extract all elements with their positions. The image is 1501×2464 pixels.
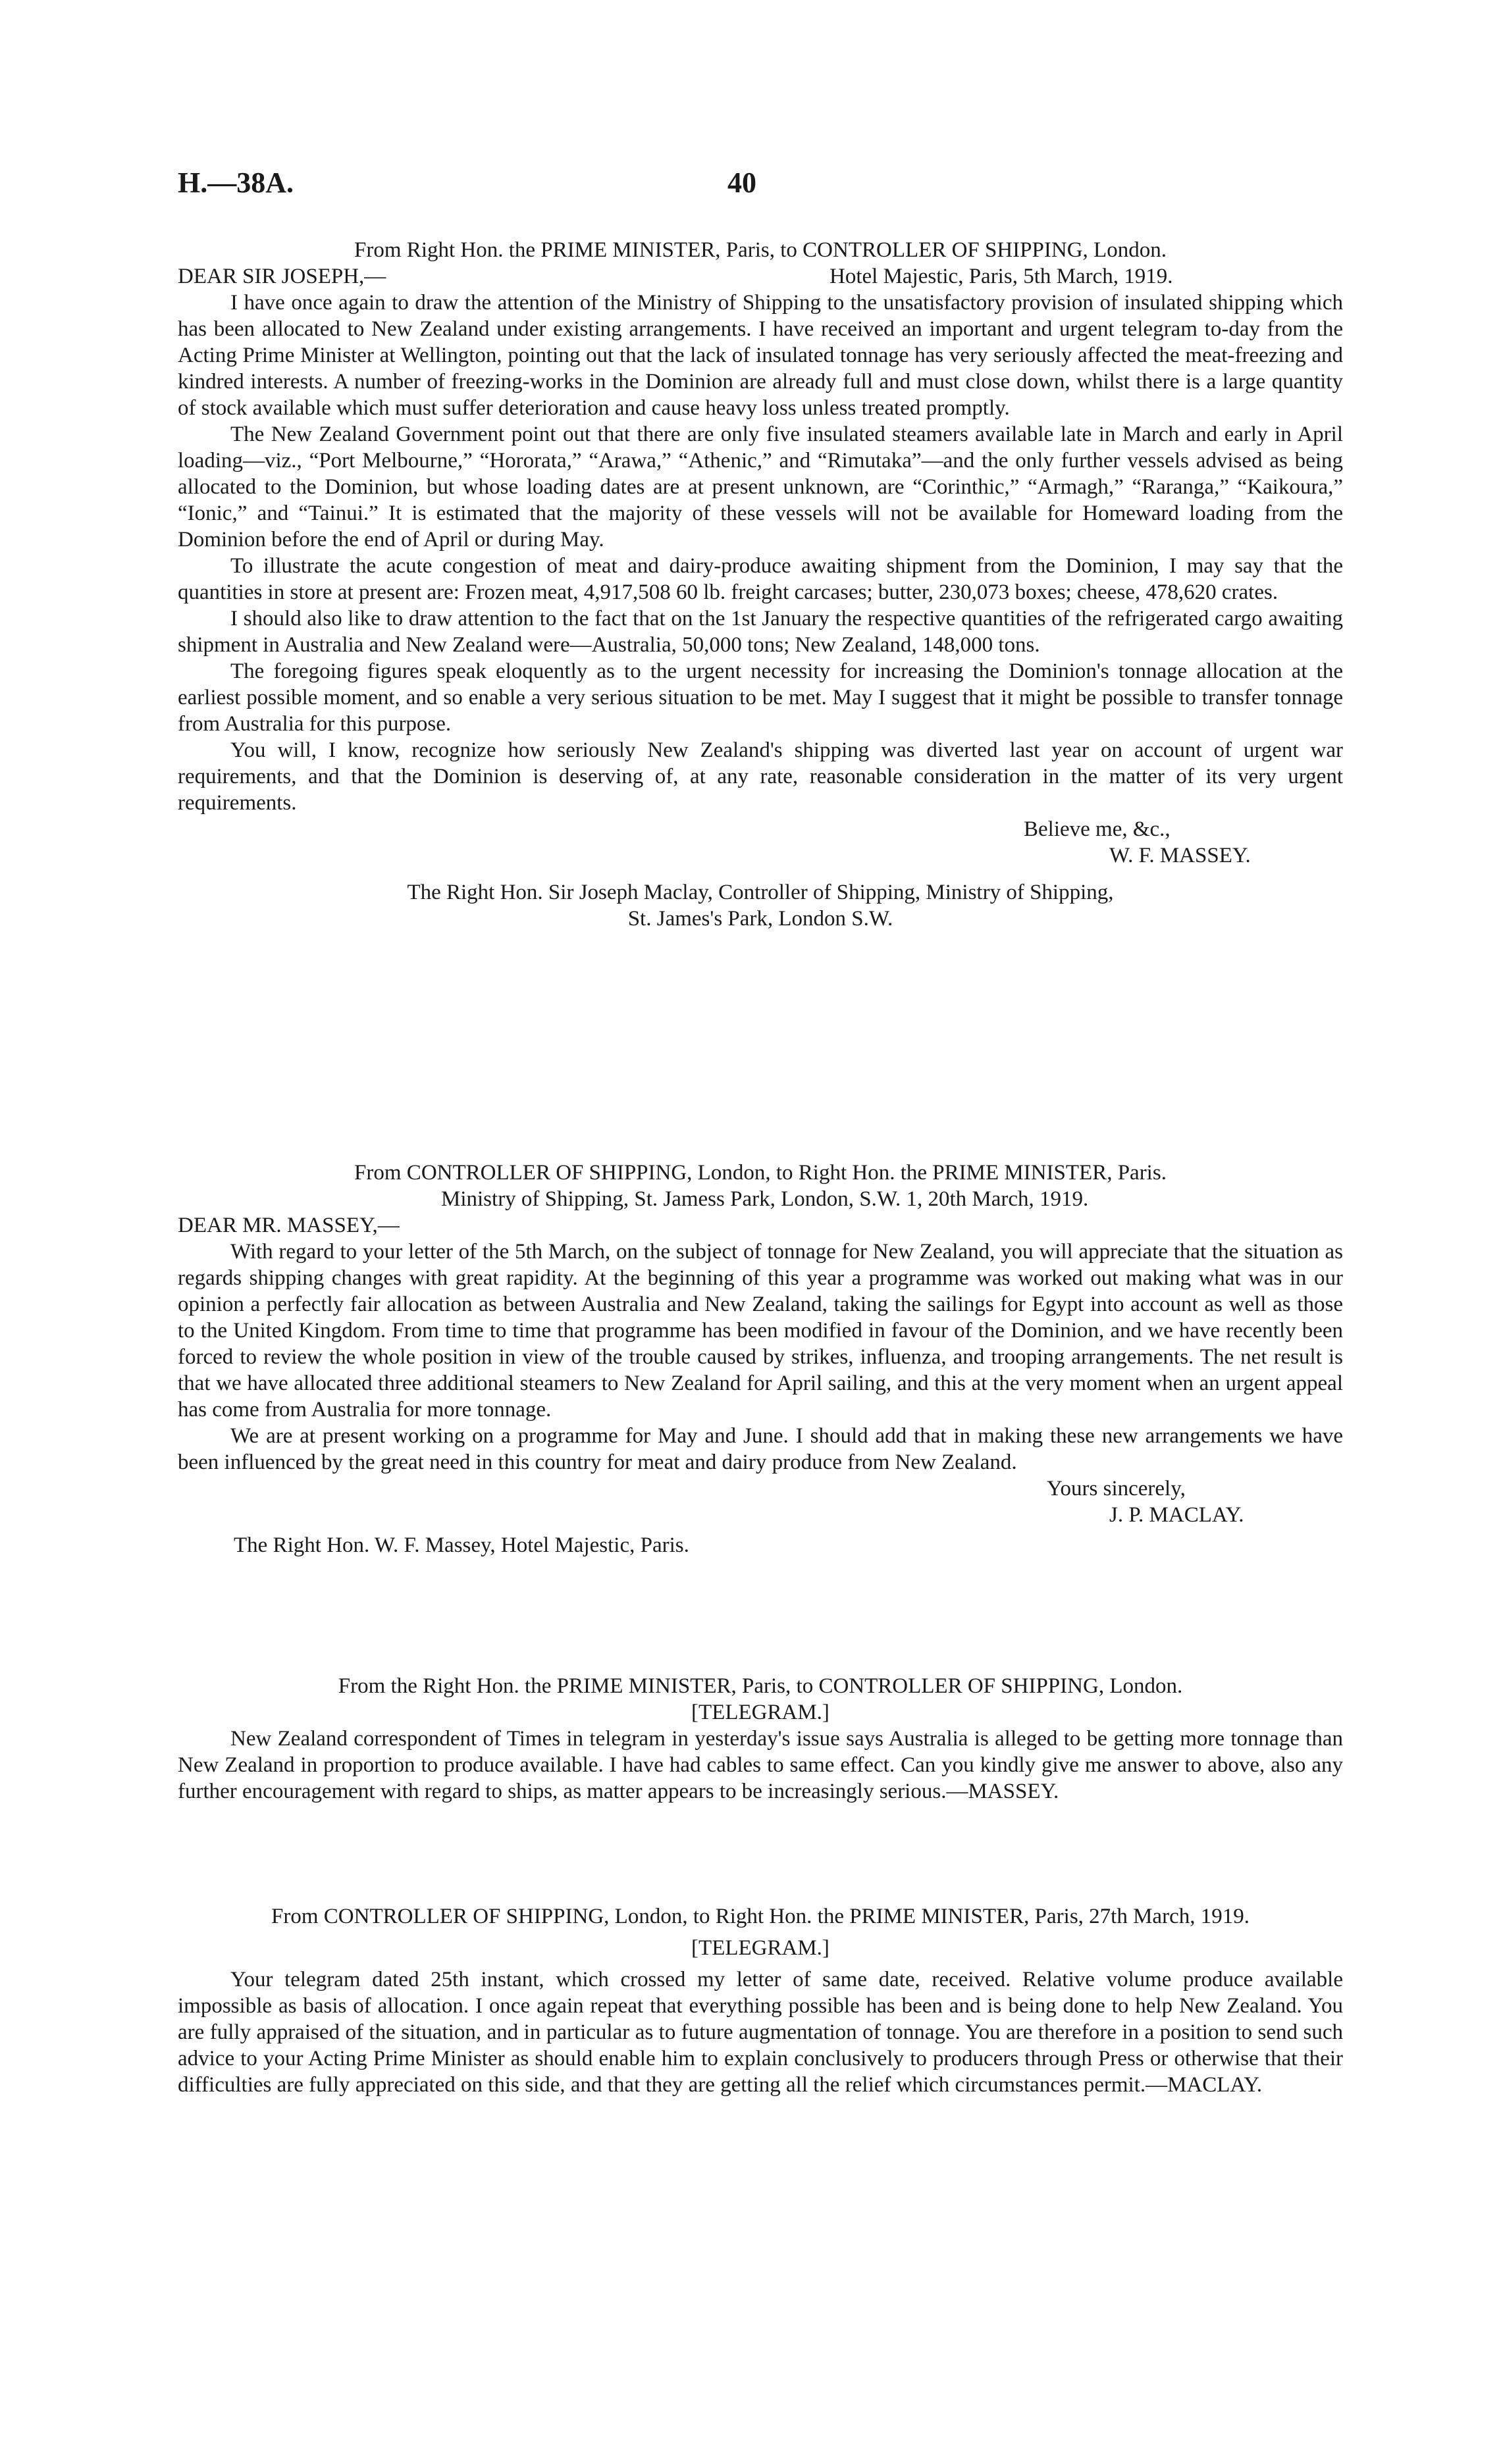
addressee-line: St. James's Park, London S.W. [627,907,893,931]
paragraph: To illustrate the acute congestion of meat and dairy-produce awaiting shipment from the Dominion, I may say that the quantities in store at present are: Frozen meat, 4,917,508 60 lb. freight carcases; butter, 230,073 boxes; cheese, 478,620 crates. [178,554,1343,604]
telegram-massey [178,1673,1343,1805]
document-page [178,0,1343,2464]
letter-heading: From CONTROLLER OF SHIPPING, London, to Right Hon. the PRIME MINISTER, Paris. [354,1161,1167,1185]
paragraph: I have once again to draw the attention of the Ministry of Shipping to the unsatisfactory provision of insulated shipping which has been allocated to New Zealand under existing arrangements. I have received an important and urgent telegram to-day from the Acting Prime Minister at Wellington, pointing out that the lack of insulated tonnage has very seriously affected the meat-freezing and kindred interests. A number of freezing-works in the Dominion are already full and must close down, whilst there is a large quantity of stock available which must suffer deterioration and cause heavy loss unless treated promptly. [178,291,1343,420]
closing: Yours sincerely, [1047,1477,1186,1501]
signature: J. P. MACLAY. [1109,1503,1244,1527]
sender-address: Ministry of Shipping, St. Jamess Park, London, S.W. 1, 20th March, 1919. [441,1187,1089,1211]
telegram-label: [TELEGRAM.] [691,1936,830,1960]
salutation: DEAR SIR JOSEPH,— [178,265,386,288]
sender-address: Hotel Majestic, Paris, 5th March, 1919. [830,265,1173,288]
paragraph: With regard to your letter of the 5th March, on the subject of tonnage for New Zealand, you will appreciate that the situation as regards shipping changes with great rapidity. At the beginning of this year a programme was worked out making what was in our opinion a perfectly fair allocation as between Australia and New Zealand, taking the sailings for Egypt into account as well as those to the United Kingdom. From time to time that programme has been modified in favour of the Dominion, and we have recently been forced to review the whole position in view of the trouble caused by strikes, influenza, and trooping arrangements. The net result is that we have allocated three additional steamers to New Zealand for April sailing, and this at the very moment when an urgent appeal has come from Australia for more tonnage. [178,1240,1343,1422]
telegram-heading: From the Right Hon. the PRIME MINISTER, Paris, to CONTROLLER OF SHIPPING, London. [338,1674,1183,1698]
letter-heading: From Right Hon. the PRIME MINISTER, Paris, to CONTROLLER OF SHIPPING, London. [354,238,1167,262]
telegram-body: Your telegram dated 25th instant, which crossed my letter of same date, received. Relative volume produce available impossible as basis of allocation. I once again repeat that everything possible has been and is being done to help New Zealand. You are fully appraised of the situation, and in particular as to future augmentation of tonnage. You are therefore in a position to send such advice to your Acting Prime Minister as should enable him to explain conclusively to producers through Press or otherwise that their difficulties are fully appreciated on this side, and that they are getting all the relief which circumstances permit.—MACLAY. [178,1968,1343,2097]
page-header [178,166,1343,205]
addressee-line: The Right Hon. Sir Joseph Maclay, Controller of Shipping, Ministry of Shipping, [407,881,1114,904]
telegram-body: New Zealand correspondent of Times in telegram in yesterday's issue says Australia is alleged to be getting more tonnage than New Zealand in proportion to produce available. I have had cables to same effect. Can you kindly give me answer to above, also any further encouragement with regard to ships, as matter appears to be increasingly serious.—MASSEY. [178,1727,1343,1803]
paragraph: I should also like to draw attention to the fact that on the 1st January the respective quantities of the refrigerated cargo awaiting shipment in Australia and New Zealand were—Australia, 50,000 tons; New Zealand, 148,000 tons. [178,607,1343,657]
page-number: 40 [727,167,756,199]
letter-maclay-to-massey [178,1160,1343,1558]
document-reference: H.—38A. [178,167,294,199]
salutation: DEAR MR. MASSEY,— [178,1214,400,1237]
paragraph: You will, I know, recognize how seriously New Zealand's shipping was diverted last year on account of urgent war requirements, and that the Dominion is deserving of, at any rate, reasonable consideration in the matter of its very urgent requirements. [178,738,1343,815]
paragraph: The New Zealand Government point out that there are only five insulated steamers available late in March and early in April loading—viz., “Port Melbourne,” “Hororata,” “Arawa,” “Athenic,” and “Rimutaka”—and the only further vessels advised as being allocated to the Dominion, but whose loading dates are at present unknown, are “Corinthic,” “Armagh,” “Raranga,” “Kaikoura,” “Ionic,” and “Tainui.” It is estimated that the majority of these vessels will not be available for Homeward loading from the Dominion before the end of April or during May. [178,423,1343,552]
telegram-maclay [178,1903,1343,2098]
paragraph: We are at present working on a programme for May and June. I should add that in making these new arrangements we have been influenced by the great need in this country for meat and dairy produce from New Zealand. [178,1424,1343,1474]
addressee-line: The Right Hon. W. F. Massey, Hotel Majestic, Paris. [234,1533,689,1557]
letter-massey-to-maclay [178,237,1343,932]
salutation-row [178,263,1343,290]
telegram-label: [TELEGRAM.] [691,1701,830,1724]
telegram-heading: From CONTROLLER OF SHIPPING, London, to Right Hon. the PRIME MINISTER, Paris, 27th March, 1919. [271,1905,1250,1928]
closing: Believe me, &c., [1024,817,1171,841]
paragraph: The foregoing figures speak eloquently as to the urgent necessity for increasing the Dominion's tonnage allocation at the earliest possible moment, and so enable a very serious situation to be met. May I suggest that it might be possible to transfer tonnage from Australia for this purpose. [178,659,1343,736]
signature: W. F. MASSEY. [1109,844,1251,867]
